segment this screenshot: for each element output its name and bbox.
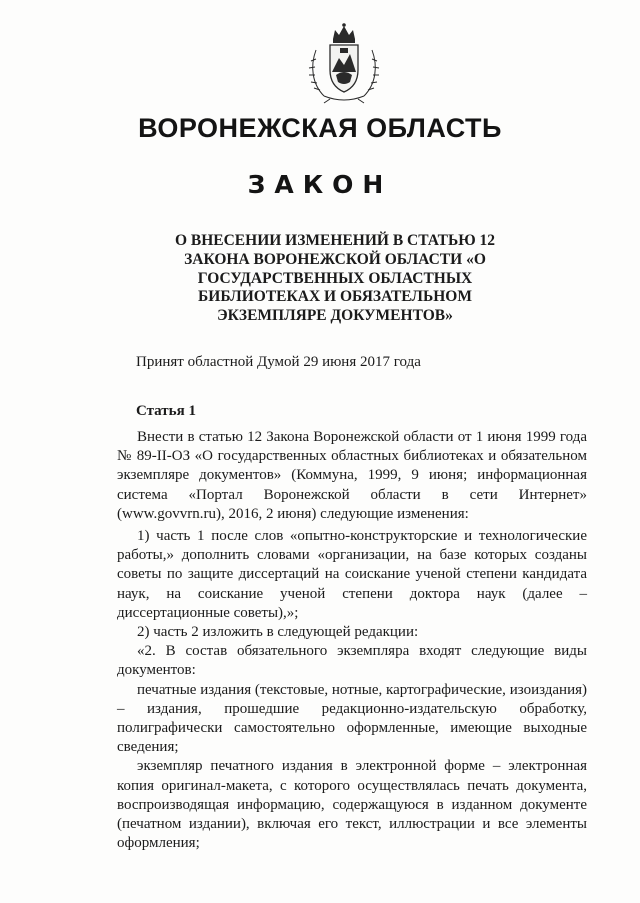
region-name: ВОРОНЕЖСКАЯ ОБЛАСТЬ (138, 113, 502, 143)
law-title-line: ЭКЗЕМПЛЯРЕ ДОКУМЕНТОВ» (217, 307, 453, 325)
article-items (117, 527, 587, 853)
article-heading: Статья 1 (136, 403, 196, 419)
article-item: печатные издания (текстовые, нотные, картографические, изоиздания) – издания, прошедшие редакционно-издательскую обработку, полиграфически самостоятельно оформленные, имеющие выходные сведения; (117, 681, 587, 756)
adoption-note: Принят областной Думой 29 июня 2017 года (136, 354, 421, 370)
article-intro-paragraph: Внести в статью 12 Закона Воронежской области от 1 июня 1999 года № 89-II-ОЗ «О государственных областных библиотеках и обязательном экземпляре документов» (Коммуна, 1999, 9 июня; информационная система «Портал Воронежской области в сети Интернет» (www.govvrn.ru), 2016, 2 июня) следующие изменения: (117, 429, 587, 522)
article-item: 1) часть 1 после слов «опытно-конструкторские и технологические работы,» дополнить словами «организации, на базе которых созданы советы по защите диссертаций на соискание ученой степени кандидата наук, на соискание ученой степени доктора наук (далее – диссертационные советы),»; (117, 528, 587, 621)
law-title-line: ЗАКОНА ВОРОНЕЖСКОЙ ОБЛАСТИ «О (184, 250, 486, 268)
law-title-line: БИБЛИОТЕКАХ И ОБЯЗАТЕЛЬНОМ (198, 288, 472, 306)
law-title-line: О ВНЕСЕНИИ ИЗМЕНЕНИЙ В СТАТЬЮ 12 (174, 232, 496, 249)
coat-of-arms-icon (306, 22, 382, 104)
article-intro (117, 428, 587, 524)
law-title-line: ГОСУДАРСТВЕННЫХ ОБЛАСТНЫХ (197, 269, 473, 287)
document-type: ЗАКОН (247, 170, 393, 199)
article-item: экземпляр печатного издания в электронной форме – электронная копия оригинал-макета, с которого осуществлялась печать документа, воспроизводящая информацию, содержащуюся в изданном документе (печатном издании), включая его текст, иллюстрации и все элементы оформления; (117, 758, 587, 852)
article-item: «2. В состав обязательного экземпляра входят следующие виды документов: (117, 643, 587, 679)
article-item: 2) часть 2 изложить в следующей редакции: (137, 624, 419, 641)
law-title (150, 232, 520, 326)
